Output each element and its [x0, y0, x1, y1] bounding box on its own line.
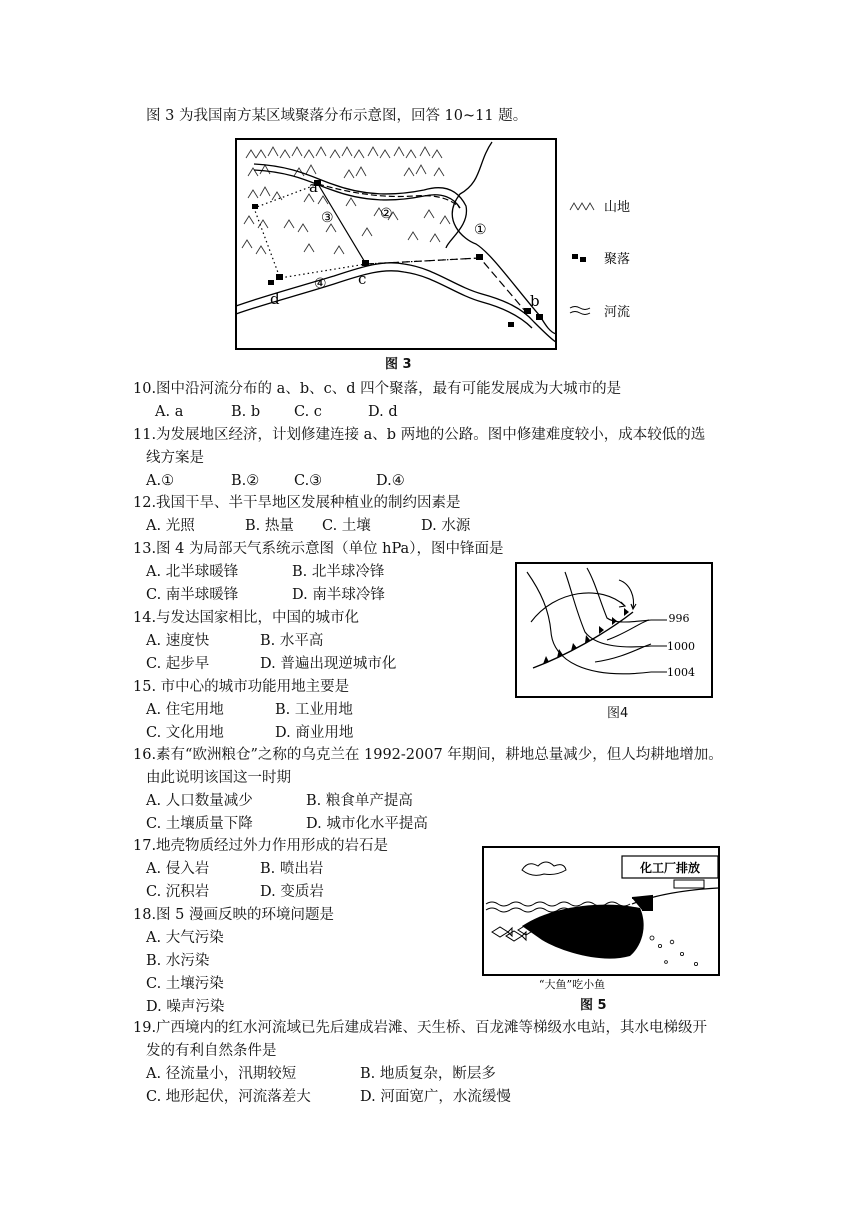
q10-option-d: D. d — [368, 404, 398, 420]
q12-option-c: C. 土壤 — [322, 518, 371, 534]
label-route-2: ② — [380, 206, 393, 222]
question-10-stem: 10.图中沿河流分布的 a、b、c、d 四个聚落，最有可能发展成为大城市的是 — [133, 381, 622, 397]
wind-arrow-2 — [619, 580, 633, 608]
pollution-cartoon-svg — [482, 846, 722, 994]
question-14-stem: 14.与发达国家相比，中国的城市化 — [133, 610, 360, 626]
q18-option-b: B. 水污染 — [146, 953, 210, 969]
label-a: a — [309, 178, 318, 196]
question-11-stem-cont: 线方案是 — [146, 450, 204, 466]
legend-river: 河流 — [604, 305, 631, 320]
q19-option-c: C. 地形起伏，河流落差大 — [146, 1089, 311, 1105]
settlement-d-marker — [276, 274, 283, 280]
question-18-stem: 18.图 5 漫画反映的环境问题是 — [133, 907, 335, 923]
q13-option-a: A. 北半球暖锋 — [146, 564, 239, 580]
question-13-stem: 13.图 4 为局部天气系统示意图（单位 hPa），图中锋面是 — [133, 541, 504, 557]
route-lines — [254, 184, 526, 312]
q10-option-c: C. c — [294, 404, 322, 420]
q16-option-b: B. 粮食单产提高 — [306, 793, 413, 809]
q14-option-b: B. 水平高 — [260, 633, 324, 649]
q13-option-c: C. 南半球暖锋 — [146, 587, 239, 603]
settlement-markers — [252, 180, 543, 327]
settlement-map-svg — [234, 136, 654, 356]
q18-option-a: A. 大气污染 — [146, 930, 224, 946]
isobar-1004-label: 1004 — [667, 666, 695, 679]
q13-option-b: B. 北半球冷锋 — [292, 564, 385, 580]
river-legend-icon — [570, 307, 590, 315]
isobar-1000-label: 1000 — [667, 640, 695, 653]
q14-option-c: C. 起步早 — [146, 656, 210, 672]
question-15-stem: 15. 市中心的城市功能用地主要是 — [133, 679, 350, 695]
q19-option-b: B. 地质复杂，断层多 — [360, 1066, 496, 1082]
figure-3-map — [234, 136, 654, 356]
figure-5-caption: 图 5 — [580, 998, 607, 1013]
figure-4-caption: 图4 — [607, 706, 629, 721]
q18-option-d: D. 噪声污染 — [146, 999, 225, 1015]
question-19-stem-cont: 发的有利自然条件是 — [146, 1043, 277, 1059]
question-12-stem: 12.我国干旱、半干旱地区发展种植业的制约因素是 — [133, 495, 461, 511]
label-route-4: ④ — [314, 276, 327, 292]
q15-option-a: A. 住宅用地 — [146, 702, 224, 718]
map-legend — [570, 199, 630, 320]
q16-option-c: C. 土壤质量下降 — [146, 816, 253, 832]
q19-option-d: D. 河面宽广，水流缓慢 — [360, 1089, 511, 1105]
legend-mountain: 山地 — [604, 200, 631, 215]
cloud-icon — [522, 862, 566, 875]
label-route-3: ③ — [321, 210, 334, 226]
q12-option-a: A. 光照 — [146, 518, 195, 534]
question-16-stem: 16.素有“欧洲粮仓”之称的乌克兰在 1992-2007 年期间，耕地总量减少，但人均耕地增加。 — [133, 747, 723, 763]
q19-option-a: A. 径流量小，汛期较短 — [146, 1066, 297, 1082]
route-4-line — [254, 184, 366, 278]
legend-settlement: 聚落 — [604, 252, 631, 267]
q17-option-d: D. 变质岩 — [260, 884, 324, 900]
q15-option-d: D. 商业用地 — [275, 725, 354, 741]
figure-4-weather-chart — [515, 562, 715, 702]
label-b: b — [530, 292, 540, 310]
figure-5-cartoon — [482, 846, 722, 994]
q18-option-c: C. 土壤污染 — [146, 976, 224, 992]
q11-option-c: C.③ — [294, 473, 323, 489]
q14-option-d: D. 普遍出现逆城市化 — [260, 656, 397, 672]
q11-option-a: A.① — [146, 473, 175, 489]
q17-option-b: B. 喷出岩 — [260, 861, 324, 877]
factory-sign-text: 化工厂排放 — [639, 861, 701, 875]
label-d: d — [270, 290, 280, 308]
isobar-996-label: 996 — [668, 612, 690, 625]
settlement-c-marker — [362, 260, 369, 266]
front-line — [533, 612, 633, 668]
route-1-line — [366, 258, 526, 312]
q10-option-b: B. b — [231, 404, 261, 420]
label-c: c — [358, 270, 367, 288]
label-route-1: ① — [474, 222, 487, 238]
mountain-symbols — [242, 147, 450, 254]
q16-option-d: D. 城市化水平提高 — [306, 816, 428, 832]
q12-option-b: B. 热量 — [245, 518, 294, 534]
q17-option-c: C. 沉积岩 — [146, 884, 210, 900]
q15-option-c: C. 文化用地 — [146, 725, 224, 741]
q14-option-a: A. 速度快 — [146, 633, 210, 649]
q11-option-d: D.④ — [376, 473, 405, 489]
question-19-stem: 19.广西境内的红水河流域已先后建成岩滩、天生桥、百龙滩等梯级水电站，其水电梯级开 — [133, 1020, 708, 1036]
pollution-big-fish — [522, 905, 644, 959]
weather-system-svg — [515, 562, 715, 702]
isobar-1000-line — [565, 572, 651, 647]
q10-option-a: A. a — [155, 404, 184, 420]
q11-option-b: B.② — [231, 473, 260, 489]
rivers — [236, 142, 556, 342]
question-16-stem-cont: 由此说明该国这一时期 — [146, 770, 291, 786]
q13-option-d: D. 南半球冷锋 — [292, 587, 385, 603]
q16-option-a: A. 人口数量减少 — [146, 793, 253, 809]
settlement-legend-icon — [572, 254, 586, 262]
factory-building — [674, 880, 704, 888]
wind-arrow-1 — [531, 593, 625, 622]
question-17-stem: 17.地壳物质经过外力作用形成的岩石是 — [133, 838, 389, 854]
question-11-stem: 11.为发展地区经济，计划修建连接 a、b 两地的公路。图中修建难度较小，成本较低的选 — [133, 427, 706, 443]
figure-3-caption: 图 3 — [385, 357, 412, 372]
cartoon-subtitle: “大鱼”吃小鱼 — [538, 978, 606, 991]
q15-option-b: B. 工业用地 — [275, 702, 353, 718]
q12-option-d: D. 水源 — [421, 518, 471, 534]
mountain-legend-icon — [570, 203, 594, 210]
isobar-996-line — [587, 568, 651, 622]
intro-text: 图 3 为我国南方某区域聚落分布示意图，回答 10~11 题。 — [146, 108, 528, 124]
q17-option-a: A. 侵入岩 — [146, 861, 210, 877]
